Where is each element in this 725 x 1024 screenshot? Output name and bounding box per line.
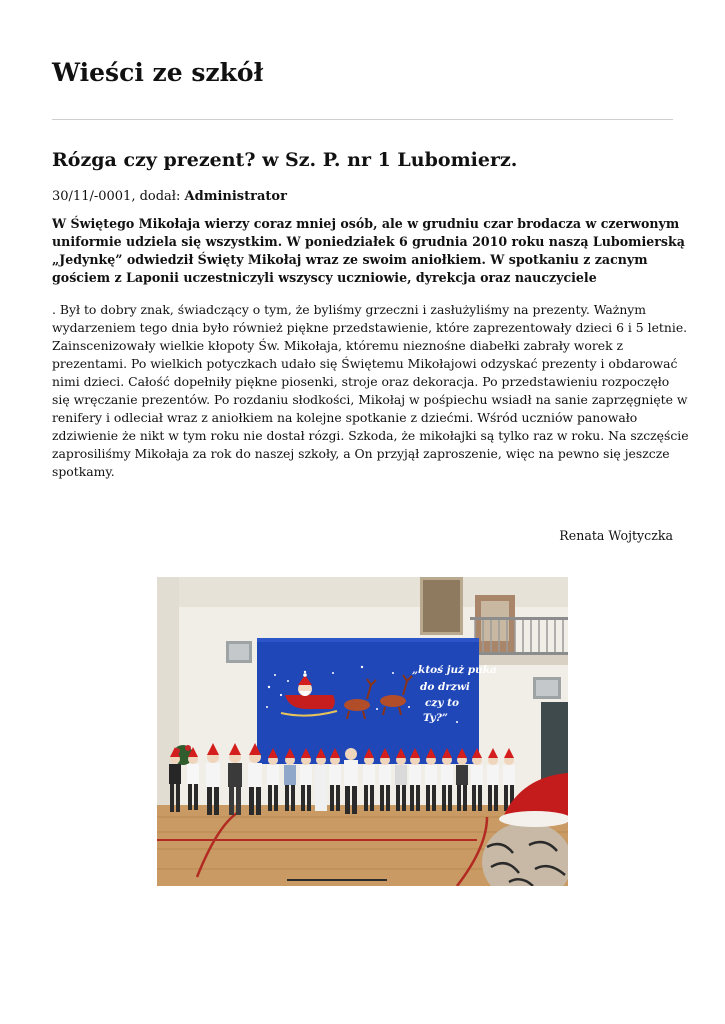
body-line: Zainscenizowały wielkie kłopoty Św. Mikołaja, któremu nieznośne diabełki zabrały worek z <box>52 338 624 353</box>
body-line: zdziwienie że nikt w tym roku nie dostał rózgi. Szkoda, że mikołajki są tylko raz w roku. Na szczęście <box>52 428 689 443</box>
article-photo <box>157 577 568 886</box>
body-line: zaprosiliśmy Mikołaja za rok do naszej szkoły, a On przyjął zaproszenie, więc na pewno się jeszcze <box>52 446 670 461</box>
article-author: Administrator <box>184 189 287 204</box>
body-line: nimi dzieci. Całość dopełniły piękne piosenki, stroje oraz dekoracja. Po przedstawieniu rozpoczęło <box>52 374 670 389</box>
site-title: Wieści ze szkół <box>52 58 264 87</box>
banner-line: Ty?” <box>423 712 448 724</box>
body-line: się wręczanie prezentów. Po rozdaniu słodkości, Mikołaj w pośpiechu wsiadł na sanie zaprzęgnięte w <box>52 392 688 407</box>
article-title: Rózga czy prezent? w Sz. P. nr 1 Lubomierz. <box>52 149 518 171</box>
article-meta <box>52 188 287 206</box>
body-line: renifery i odleciał wraz z aniołkiem na kolejne spotkanie z dziećmi. Wśród uczniów panowało <box>52 410 638 425</box>
article-lead <box>52 215 685 287</box>
lead-line: „Jedynkę” odwiedził Święty Mikołaj wraz ze swoim aniołkiem. W spotkaniu z zacnym <box>52 252 648 267</box>
banner-line: do drzwi <box>420 681 470 693</box>
article-signature: Renata Wojtyczka <box>559 528 673 543</box>
body-line: prezentami. Po wielkich potyczkach udało się Świętemu Mikołajowi odzyskać prezenty i obdarować <box>52 356 678 371</box>
banner-line: czy to <box>425 697 459 709</box>
article-date: 30/11/-0001, dodał: <box>52 189 185 204</box>
body-line: . Był to dobry znak, świadczący o tym, że byliśmy grzeczni i zasłużyliśmy na prezenty. Ważnym <box>52 302 647 317</box>
body-line: spotkamy. <box>52 464 115 479</box>
lead-line: uniformie udziela się wszystkim. W poniedziałek 6 grudnia 2010 roku naszą Lubomierską <box>52 234 685 249</box>
lead-line: gościem z Laponii uczestniczyli wszyscy uczniowie, dyrekcja oraz nauczyciele <box>52 270 597 285</box>
body-line: wydarzeniem tego dnia było również piękne przedstawienie, które zaprezentowały dzieci 6 i 5 letnie. <box>52 320 688 335</box>
header-divider <box>52 119 673 120</box>
lead-line: W Świętego Mikołaja wierzy coraz mniej osób, ale w grudniu czar brodacza w czerwonym <box>52 216 680 231</box>
article-body <box>52 301 689 481</box>
banner-line: „ktoś już puka <box>412 664 497 676</box>
